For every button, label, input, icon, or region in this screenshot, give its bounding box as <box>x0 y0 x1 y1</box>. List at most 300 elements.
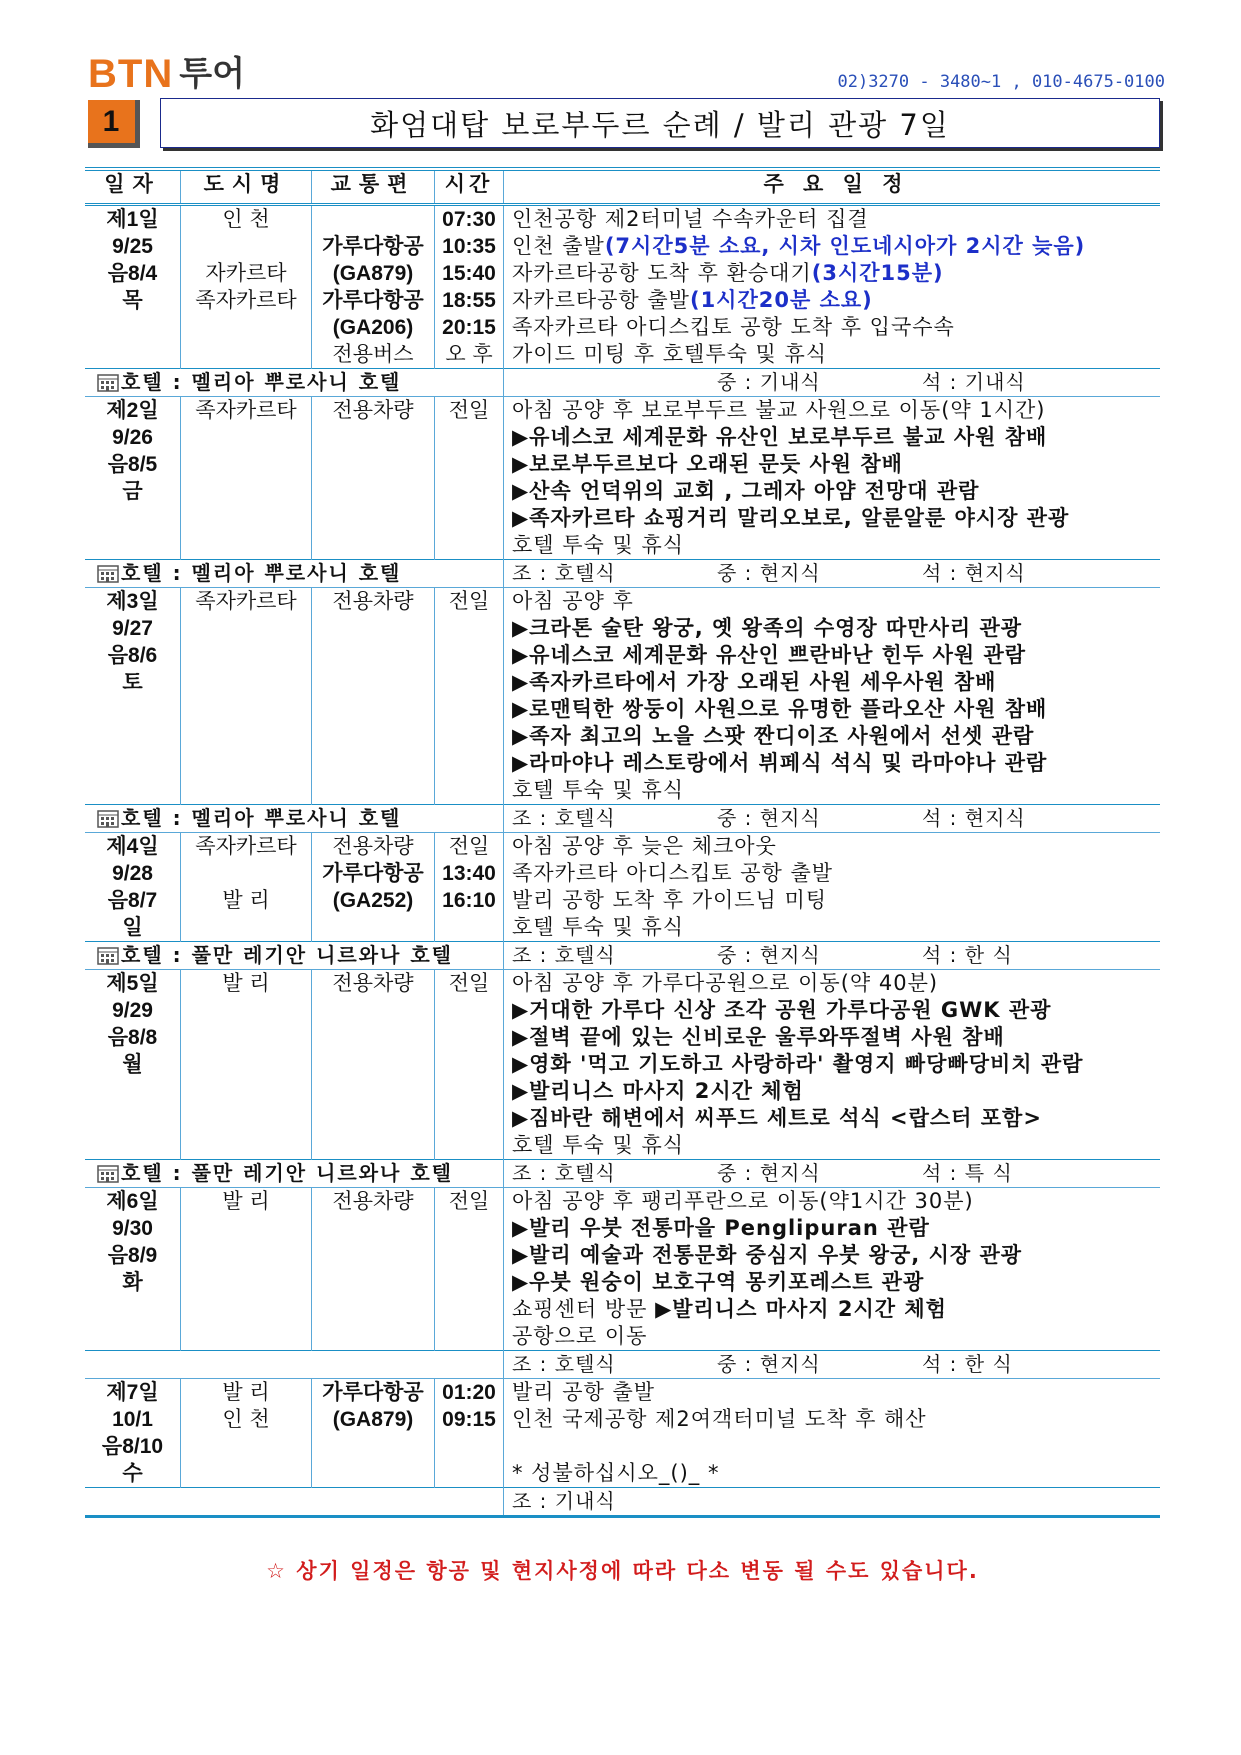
city-cell <box>181 397 312 560</box>
city-label <box>181 314 311 341</box>
hotel-cell <box>85 560 504 588</box>
meal-label: 중 : 기내식 <box>717 370 821 394</box>
transport-label <box>312 1024 434 1051</box>
meal-label: 석 : 현지식 <box>922 806 1026 830</box>
time-label <box>435 1323 503 1350</box>
transport-label <box>312 1051 434 1078</box>
meal-label: 중 : 현지식 <box>717 561 821 585</box>
day-cell <box>85 1188 181 1351</box>
schedule-line <box>512 260 1160 287</box>
header-transport: 교통편 <box>312 169 435 205</box>
time-label: 오 후 <box>445 342 493 366</box>
schedule-text: 호텔 투숙 및 휴식 <box>512 1133 685 1157</box>
day-label: 제3일 <box>106 590 159 613</box>
day-cell <box>85 833 181 942</box>
brand-name: BTN <box>88 52 174 96</box>
transport-label <box>312 1078 434 1105</box>
day-label: 음8/6 <box>107 644 158 667</box>
day-label: 제1일 <box>106 208 159 231</box>
city-cell <box>181 1188 312 1351</box>
day-label: 음8/7 <box>107 889 158 912</box>
day-label: 음8/9 <box>107 1244 158 1267</box>
transport-label <box>312 1433 434 1460</box>
meal-label: 조 : 호텔식 <box>512 561 616 585</box>
schedule-text: ▶발리니스 마사지 2시간 체험 <box>512 1079 804 1103</box>
day-label: 음8/4 <box>107 262 158 285</box>
city-label <box>181 341 311 368</box>
time-label <box>435 532 503 559</box>
schedule-text: ▶족자 최고의 노을 스팟 짠디이조 사원에서 선셋 관람 <box>512 724 1035 748</box>
schedule-line <box>512 397 1160 424</box>
time-cell <box>435 1379 504 1488</box>
transport-cell <box>312 397 435 560</box>
city-label: 인 천 <box>222 207 270 231</box>
transport-label <box>312 1132 434 1159</box>
schedule-line <box>512 1242 1160 1269</box>
city-label <box>181 669 311 696</box>
hotel-cell <box>85 805 504 833</box>
schedule-text: 쇼핑센터 방문 <box>512 1297 656 1321</box>
day-label: 제6일 <box>106 1190 159 1213</box>
day-label: 9/26 <box>112 426 153 449</box>
schedule-text: 족자카르타 아디스킵토 공항 출발 <box>512 861 834 885</box>
city-label <box>181 233 311 260</box>
time-label: 10:35 <box>442 235 496 258</box>
page-number: 1 <box>102 105 120 138</box>
time-label <box>435 914 503 941</box>
time-label <box>435 642 503 669</box>
schedule-line <box>512 341 1160 368</box>
schedule-text: ▶로맨틱한 쌍둥이 사원으로 유명한 플라오산 사원 참배 <box>512 697 1048 721</box>
city-label <box>181 997 311 1024</box>
schedule-text: 아침 공양 후 가루다공원으로 이동(약 40분) <box>512 971 939 995</box>
schedule-text: 자카르타공항 출발 <box>512 288 690 312</box>
day-row <box>85 1188 1160 1351</box>
itinerary-body <box>85 205 1160 1517</box>
transport-label <box>312 505 434 532</box>
transport-cell <box>312 833 435 942</box>
city-label <box>181 642 311 669</box>
day-label: 9/30 <box>112 1217 153 1240</box>
city-label <box>181 1078 311 1105</box>
day-label: 제4일 <box>106 835 159 858</box>
schedule-text: ▶발리 예술과 전통문화 중심지 우붓 왕궁, 시장 관광 <box>512 1243 1023 1267</box>
schedule-cell <box>504 970 1161 1160</box>
hotel-row <box>85 1160 1160 1188</box>
schedule-text: 인천 국제공항 제2여객터미널 도착 후 해산 <box>512 1407 927 1431</box>
transport-label <box>312 1242 434 1269</box>
schedule-text: 자카르타공항 도착 후 환승대기 <box>512 261 812 285</box>
header-city: 도시명 <box>181 169 312 205</box>
schedule-line <box>512 1269 1160 1296</box>
city-label <box>181 1132 311 1159</box>
time-cell <box>435 970 504 1160</box>
time-label <box>435 777 503 804</box>
transport-label <box>312 532 434 559</box>
schedule-line <box>512 451 1160 478</box>
schedule-text: 인천공항 제2터미널 수속카운터 집결 <box>512 207 869 231</box>
schedule-line <box>512 997 1160 1024</box>
city-label: 족자카르타 <box>195 288 297 312</box>
schedule-line <box>512 1460 1160 1487</box>
transport-label <box>312 424 434 451</box>
time-label <box>435 1132 503 1159</box>
hotel-name: 호텔 : 멜리아 뿌로사니 호텔 <box>121 806 402 830</box>
hotel-icon <box>97 1163 119 1183</box>
schedule-line <box>512 1051 1160 1078</box>
transport-cell <box>312 1188 435 1351</box>
transport-label: 가루다항공 <box>322 862 424 885</box>
time-label <box>435 478 503 505</box>
schedule-line <box>512 1105 1160 1132</box>
schedule-line <box>512 1323 1160 1350</box>
time-label <box>435 1051 503 1078</box>
transport-label <box>312 669 434 696</box>
schedule-cell <box>504 1188 1161 1351</box>
city-label: 발 리 <box>222 971 270 995</box>
meal-label: 석 : 현지식 <box>922 561 1026 585</box>
time-label <box>435 1433 503 1460</box>
schedule-text: ▶우붓 원숭이 보호구역 몽키포레스트 관광 <box>512 1270 925 1294</box>
transport-label: (GA252) <box>332 889 414 912</box>
schedule-text: 발리 공항 도착 후 가이드님 미팅 <box>512 888 828 912</box>
schedule-text: 호텔 투숙 및 휴식 <box>512 915 685 939</box>
schedule-text: ▶유네스코 세계문화 유산인 쁘란바난 힌두 사원 관람 <box>512 643 1027 667</box>
hotel-row <box>85 1488 1160 1517</box>
schedule-line <box>512 642 1160 669</box>
header-time: 시간 <box>435 169 504 205</box>
day-label: 일 <box>122 916 143 939</box>
city-label <box>181 1460 311 1487</box>
table-header <box>85 169 1160 205</box>
schedule-text: (7시간5분 소요, 시차 인도네시아가 2시간 늦음) <box>604 234 1086 258</box>
transport-label <box>312 1215 434 1242</box>
meal-label <box>717 1488 922 1515</box>
schedule-line <box>512 588 1160 615</box>
time-label <box>435 1215 503 1242</box>
schedule-text: ▶유네스코 세계문화 유산인 보로부두르 불교 사원 참배 <box>512 425 1048 449</box>
schedule-text: 가이드 미팅 후 호텔투숙 및 휴식 <box>512 342 828 366</box>
transport-label: 전용버스 <box>332 342 414 366</box>
city-label <box>181 615 311 642</box>
transport-label: 가루다항공 <box>322 289 424 312</box>
schedule-line <box>512 1215 1160 1242</box>
schedule-line <box>512 723 1160 750</box>
schedule-text: 아침 공양 후 늦은 체크아웃 <box>512 834 777 858</box>
schedule-text: ▶발리니스 마사지 2시간 체험 <box>655 1297 947 1321</box>
transport-cell <box>312 1379 435 1488</box>
schedule-line <box>512 314 1160 341</box>
hotel-row <box>85 369 1160 397</box>
page-title: 화엄대탑 보로부두르 순례 / 발리 관광 7일 <box>370 107 950 142</box>
schedule-line <box>512 777 1160 804</box>
city-label <box>181 777 311 804</box>
schedule-line <box>512 1132 1160 1159</box>
hotel-cell <box>85 1488 504 1517</box>
schedule-line <box>512 1188 1160 1215</box>
schedule-text: 호텔 투숙 및 휴식 <box>512 778 685 802</box>
day-row <box>85 970 1160 1160</box>
schedule-text: ▶보로부두르보다 오래된 문듯 사원 참배 <box>512 452 903 476</box>
meal-label: 조 : 호텔식 <box>512 1161 616 1185</box>
hotel-cell <box>85 1160 504 1188</box>
transport-label <box>312 642 434 669</box>
day-label: 음8/8 <box>107 1026 158 1049</box>
transport-label: (GA879) <box>332 262 414 285</box>
time-label: 13:40 <box>442 862 496 885</box>
schedule-text: 족자카르타 아디스킵토 공항 도착 후 입국수속 <box>512 315 955 339</box>
time-label: 전일 <box>448 834 490 858</box>
schedule-text: ▶절벽 끝에 있는 신비로운 울루와뚜절벽 사원 참배 <box>512 1025 1005 1049</box>
city-label <box>181 723 311 750</box>
transport-label <box>312 1323 434 1350</box>
meals-cell <box>504 1351 1161 1379</box>
transport-label: 전용차량 <box>332 398 414 422</box>
schedule-line <box>512 1379 1160 1406</box>
day-label: 화 <box>122 1271 143 1294</box>
schedule-text: (3시간15분) <box>811 261 944 285</box>
schedule-text: 아침 공양 후 보로부두르 불교 사원으로 이동(약 1시간) <box>512 398 1046 422</box>
transport-label: (GA206) <box>332 316 414 339</box>
day-cell <box>85 1379 181 1488</box>
meal-label: 석 : 기내식 <box>922 370 1026 394</box>
transport-label: 전용차량 <box>332 971 414 995</box>
hotel-cell <box>85 942 504 970</box>
transport-cell <box>312 588 435 805</box>
meal-label: 석 : 특 식 <box>922 1161 1013 1185</box>
schedule-line <box>512 1024 1160 1051</box>
time-label <box>435 615 503 642</box>
transport-label: 가루다항공 <box>322 1381 424 1404</box>
day-label: 수 <box>122 1462 143 1485</box>
city-label <box>181 532 311 559</box>
city-label: 자카르타 <box>205 261 287 285</box>
hotel-cell <box>85 1351 504 1379</box>
time-label <box>435 1078 503 1105</box>
brand-suffix: 투어 <box>179 54 245 94</box>
meals-cell <box>504 805 1161 833</box>
schedule-line <box>512 1296 1160 1323</box>
schedule-cell <box>504 833 1161 942</box>
city-label: 발 리 <box>222 1189 270 1213</box>
city-label <box>181 451 311 478</box>
day-label: 제5일 <box>106 972 159 995</box>
time-label: 09:15 <box>442 1408 496 1431</box>
time-label <box>435 1024 503 1051</box>
meals-cell <box>504 560 1161 588</box>
schedule-text: (1시간20분 소요) <box>689 288 873 312</box>
transport-label <box>312 206 434 233</box>
day-label: 제2일 <box>106 399 159 422</box>
meal-label: 중 : 현지식 <box>717 1161 821 1185</box>
hotel-row <box>85 560 1160 588</box>
day-label: 9/27 <box>112 617 153 640</box>
hotel-name: 호텔 : 멜리아 뿌로사니 호텔 <box>121 561 402 585</box>
brand-logo <box>88 54 245 94</box>
meals-cell <box>504 369 1161 397</box>
schedule-line <box>512 860 1160 887</box>
transport-cell <box>312 970 435 1160</box>
meal-label: 조 : 호텔식 <box>512 943 616 967</box>
city-cell <box>181 588 312 805</box>
city-label <box>181 696 311 723</box>
time-label: 전일 <box>448 1189 490 1213</box>
schedule-text: ▶영화 '먹고 기도하고 사랑하라' 촬영지 빠당빠당비치 관람 <box>512 1052 1084 1076</box>
time-label: 15:40 <box>442 262 496 285</box>
schedule-text: ▶거대한 가루다 신상 조각 공원 가루다공원 GWK 관광 <box>512 998 1052 1022</box>
itinerary-table <box>85 167 1160 1518</box>
city-label <box>181 750 311 777</box>
time-label <box>435 1460 503 1487</box>
schedule-text: ▶산속 언덕위의 교회 , 그레자 아얌 전망대 관람 <box>512 479 980 503</box>
title-box <box>160 98 1160 148</box>
transport-label <box>312 1105 434 1132</box>
meals-cell <box>504 942 1161 970</box>
day-cell <box>85 205 181 369</box>
time-cell <box>435 1188 504 1351</box>
transport-label <box>312 451 434 478</box>
schedule-line <box>512 206 1160 233</box>
day-label: 목 <box>122 289 143 312</box>
meal-label: 석 : 한 식 <box>922 943 1013 967</box>
day-cell <box>85 397 181 560</box>
meal-label <box>922 1488 1127 1515</box>
schedule-line <box>512 914 1160 941</box>
time-label: 16:10 <box>442 889 496 912</box>
day-row <box>85 588 1160 805</box>
city-label <box>181 1024 311 1051</box>
meal-label: 중 : 현지식 <box>717 943 821 967</box>
time-label <box>435 723 503 750</box>
schedule-line <box>512 287 1160 314</box>
day-label: 10/1 <box>112 1408 153 1431</box>
footer-note: ☆ 상기 일정은 항공 및 현지사정에 따라 다소 변동 될 수도 있습니다. <box>266 1559 979 1583</box>
day-label: 제7일 <box>106 1381 159 1404</box>
time-cell <box>435 588 504 805</box>
day-label: 9/25 <box>112 235 153 258</box>
schedule-text: 인천 출발 <box>512 234 605 258</box>
schedule-line <box>512 1433 1160 1460</box>
schedule-line <box>512 615 1160 642</box>
meal-label: 조 : 호텔식 <box>512 1352 616 1376</box>
header-schedule: 주 요 일 정 <box>504 169 1161 205</box>
city-cell <box>181 833 312 942</box>
schedule-cell <box>504 1379 1161 1488</box>
schedule-line <box>512 532 1160 559</box>
schedule-text: ▶라마야나 레스토랑에서 뷔페식 석식 및 라마야나 관람 <box>512 751 1048 775</box>
hotel-icon <box>97 372 119 392</box>
meal-label: 중 : 현지식 <box>717 1352 821 1376</box>
hotel-name: 호텔 : 풀만 레기안 니르와나 호텔 <box>121 943 453 967</box>
hotel-row <box>85 1351 1160 1379</box>
time-label <box>435 424 503 451</box>
city-label <box>181 1242 311 1269</box>
transport-label: 가루다항공 <box>322 235 424 258</box>
transport-cell <box>312 205 435 369</box>
day-label: 9/28 <box>112 862 153 885</box>
day-label: 월 <box>122 1053 143 1076</box>
city-cell <box>181 1379 312 1488</box>
city-label: 인 천 <box>222 1407 270 1431</box>
day-row <box>85 205 1160 369</box>
transport-label <box>312 750 434 777</box>
hotel-row <box>85 942 1160 970</box>
meal-label: 조 : 기내식 <box>512 1489 616 1513</box>
schedule-text: 아침 공양 후 팽리푸란으로 이동(약1시간 30분) <box>512 1189 974 1213</box>
city-label <box>181 505 311 532</box>
day-label: 음8/5 <box>107 453 158 476</box>
schedule-cell <box>504 397 1161 560</box>
time-label <box>435 451 503 478</box>
hotel-icon <box>97 945 119 965</box>
city-label <box>181 1433 311 1460</box>
transport-label <box>312 914 434 941</box>
time-label <box>435 505 503 532</box>
time-label <box>435 1105 503 1132</box>
transport-label: 전용차량 <box>332 834 414 858</box>
meal-label: 석 : 한 식 <box>922 1352 1013 1376</box>
day-label: 금 <box>122 480 143 503</box>
schedule-line <box>512 669 1160 696</box>
schedule-line <box>512 750 1160 777</box>
city-label <box>181 1269 311 1296</box>
schedule-text: 아침 공양 후 <box>512 589 634 613</box>
hotel-icon <box>97 563 119 583</box>
schedule-text: 공항으로 이동 <box>512 1324 648 1348</box>
city-label <box>181 860 311 887</box>
schedule-text: 발리 공항 출발 <box>512 1380 656 1404</box>
city-label: 발 리 <box>222 888 270 912</box>
time-label: 01:20 <box>442 1381 496 1404</box>
schedule-line <box>512 424 1160 451</box>
schedule-line <box>512 478 1160 505</box>
time-cell <box>435 397 504 560</box>
time-label <box>435 696 503 723</box>
day-label: 토 <box>122 671 143 694</box>
schedule-line <box>512 505 1160 532</box>
day-label: 음8/10 <box>101 1435 164 1458</box>
schedule-line <box>512 233 1160 260</box>
schedule-text: ▶짐바란 해변에서 씨푸드 세트로 석식 <랍스터 포함> <box>512 1106 1042 1130</box>
page-number-badge <box>88 100 140 148</box>
city-label <box>181 1105 311 1132</box>
schedule-text: ▶발리 우붓 전통마을 Penglipuran 관람 <box>512 1216 930 1240</box>
time-label <box>435 669 503 696</box>
transport-label <box>312 723 434 750</box>
hotel-row <box>85 805 1160 833</box>
day-cell <box>85 588 181 805</box>
city-label <box>181 1323 311 1350</box>
schedule-text: ▶크라톤 술탄 왕궁, 옛 왕족의 수영장 따만사리 관광 <box>512 616 1023 640</box>
time-label <box>435 1242 503 1269</box>
meals-cell <box>504 1160 1161 1188</box>
day-label: 9/29 <box>112 999 153 1022</box>
time-label: 18:55 <box>442 289 496 312</box>
schedule-line <box>512 970 1160 997</box>
day-row <box>85 397 1160 560</box>
city-label <box>181 1296 311 1323</box>
city-label <box>181 478 311 505</box>
hotel-name: 호텔 : 멜리아 뿌로사니 호텔 <box>121 370 402 394</box>
schedule-line <box>512 696 1160 723</box>
time-label <box>435 1269 503 1296</box>
city-label: 족자카르타 <box>195 589 297 613</box>
transport-label <box>312 777 434 804</box>
city-cell <box>181 205 312 369</box>
city-label: 족자카르타 <box>195 834 297 858</box>
schedule-line <box>512 833 1160 860</box>
city-label <box>181 1051 311 1078</box>
